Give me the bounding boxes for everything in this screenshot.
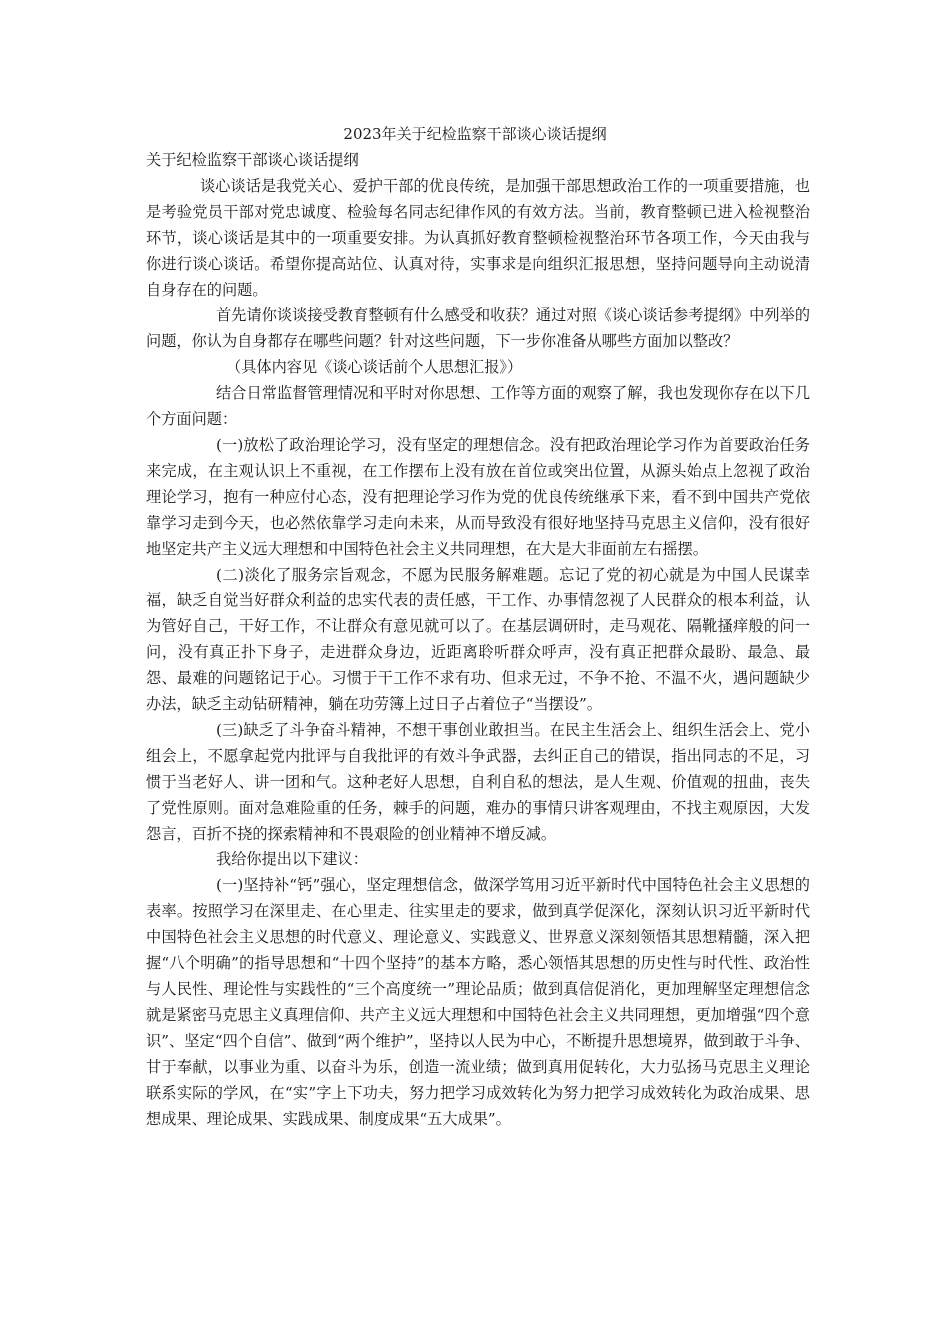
paragraph-question: 首先请你谈谈接受教育整顿有什么感受和收获？通过对照《谈心谈话参考提纲》中列举的问题，你认为自身都存在哪些问题？针对这些问题，下一步你准备从哪些方面加以整改？ [146,306,810,351]
paragraph-intro: 谈心谈话是我党关心、爱护干部的优良传统，是加强干部思想政治工作的一项重要措施，也是考验党员干部对党忠诚度、检验每名同志纪律作风的有效方法。当前，教育整顿已进入检视整治环节，谈心谈话是其中的一项重要安排。为认真抓好教育整顿检视整治环节各项工作，今天由我与你进行谈心谈话。希望你提高站位、认真对待，实事求是向组织汇报思想，坚持问题导向主动说清自身存在的问题。 [146,176,810,299]
document-body [146,148,810,1132]
paragraph-problem-2: (二)淡化了服务宗旨观念，不愿为民服务解难题。忘记了党的初心就是为中国人民谋幸福，缺乏自觉当好群众利益的忠实代表的责任感，干工作、办事情忽视了人民群众的根本利益，认为管好自己，干好工作，不让群众有意见就可以了。在基层调研时，走马观花、隔靴搔痒般的问一问，没有真正扑下身子，走进群众身边，近距离聆听群众呼声，没有真正把群众最盼、最急、最怨、最难的问题铭记于心。习惯于干工作不求有功、但求无过，不争不抢、不温不火，遇问题缺少办法，缺乏主动钻研精神，躺在功劳簿上过日子占着位子“当摆设”。 [146,565,810,714]
paragraph-problem-3: (三)缺乏了斗争奋斗精神，不想干事创业敢担当。在民主生活会上、组织生活会上、党小组会上，不愿拿起党内批评与自我批评的有效斗争武器，去纠正自己的错误，指出同志的不足，习惯于当老好人、讲一团和气。这种老好人思想，自利自私的想法，是人生观、价值观的扭曲，丧失了党性原则。面对急难险重的任务，棘手的问题，难办的事情只讲客观理由，不找主观原因，大发怨言，百折不挠的探索精神和不畏艰险的创业精神不增反减。 [146,720,810,843]
paragraph-suggestions-intro: 我给你提出以下建议： [216,850,368,869]
document-title: 2023年关于纪检监察干部谈心谈话提纲 [343,125,607,143]
document-subtitle: 关于纪检监察干部谈心谈话提纲 [146,151,359,169]
paragraph-findings-intro: 结合日常监督管理情况和平时对你思想、工作等方面的观察了解，我也发现你存在以下几个方面问题： [146,384,810,429]
paragraph-suggestion-1: (一)坚持补“钙”强心，坚定理想信念，做深学笃用习近平新时代中国特色社会主义思想的表率。按照学习在深里走、在心里走、往实里走的要求，做到真学促深化，深刻认识习近平新时代中国特色社会主义思想的时代意义、理论意义、实践意义、世界意义深刻领悟其思想精髓，深入把握“八个明确”的指导思想和“十四个坚持”的基本方略，悉心领悟其思想的历史性与时代性、政治性与人民性、理论性与实践性的“三个高度统一”理论品质；做到真信促消化，更加理解坚定理想信念就是紧密马克思主义真理信仰、共产主义远大理想和中国特色社会主义共同理想，更加增强“四个意识”、坚定“四个自信”、做到“两个维护”，坚持以人民为中心，不断提升思想境界，做到敢于斗争、甘于奉献，以事业为重、以奋斗为乐，创造一流业绩；做到真用促转化，大力弘扬马克思主义理论联系实际的学风，在“实”字上下功夫，努力把学习成效转化为努力把学习成效转化为政治成果、思想成果、理论成果、实践成果、制度成果“五大成果”。 [146,876,810,1128]
paragraph-problem-1: (一)放松了政治理论学习，没有坚定的理想信念。没有把政治理论学习作为首要政治任务来完成，在主观认识上不重视，在工作摆布上没有放在首位或突出位置，从源头始点上忽视了政治理论学习，抱有一种应付心态，没有把理论学习作为党的优良传统继承下来，看不到中国共产党依靠学习走到今天，也必然依靠学习走向未来，从而导致没有很好地坚持马克思主义信仰，没有很好地坚定共产主义远大理想和中国特色社会主义共同理想，在大是大非面前左右摇摆。 [146,435,810,558]
paragraph-note: （具体内容见《谈心谈话前个人思想汇报》） [226,358,523,377]
